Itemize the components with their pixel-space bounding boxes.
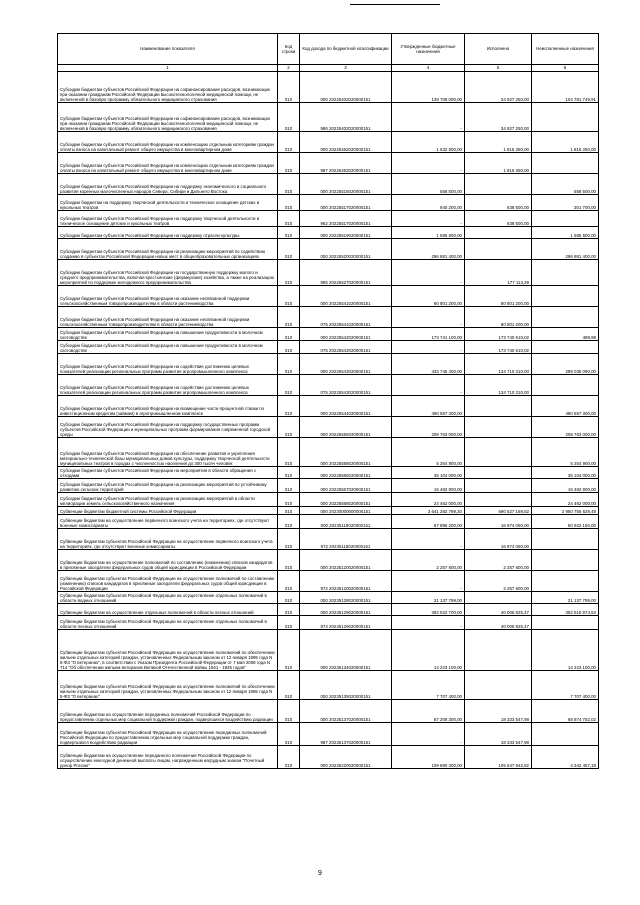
row-income-code-cell: 987 20235137020000151: [300, 723, 392, 746]
row-income-code-cell: 000 20235128020000151: [300, 592, 392, 604]
row-name-cell: Субсидии бюджетам субъектов Российской Федерации на повышение продуктивности в молочном скотоводстве: [58, 341, 278, 354]
row-executed-cell: 638 500,00: [465, 211, 532, 227]
row-line-code-cell: 010: [278, 260, 300, 286]
table-row: [58, 195, 599, 211]
row-remaining-cell: [532, 529, 599, 550]
row-approved-cell: 2 257 600,00: [392, 550, 465, 571]
row-approved-cell: -: [392, 529, 465, 550]
row-name-cell: Субвенции бюджетам на осуществление отдельных полномочий в области лесных отношений: [58, 604, 278, 616]
row-name-cell: Субсидии бюджетам субъектов Российской Федерации на компенсацию отдельным категориям граждан оплаты взноса на капитальный ремонт общего имущества в многоквартирном доме: [58, 153, 278, 174]
row-approved-cell: 80 801 200,00: [392, 286, 465, 307]
row-approved-cell: -: [392, 341, 465, 354]
row-line-code-cell: 010: [278, 103, 300, 132]
row-name-cell: Субсидии бюджетам субъектов Российской Федерации на поддержку творческой деятельности и техническое оснащение детских и кукольных театров: [58, 211, 278, 227]
row-line-code-cell: 010: [278, 493, 300, 507]
row-executed-cell: 40 006 825,47: [465, 616, 532, 630]
row-approved-cell: 208 763 000,00: [392, 417, 465, 438]
row-remaining-cell: 14 223 100,00: [532, 630, 599, 671]
table-row: [58, 227, 599, 239]
table-row: [58, 132, 599, 153]
row-remaining-cell: 104 781 749,91: [532, 72, 599, 103]
row-line-code-cell: 010: [278, 239, 300, 260]
row-income-code-cell: 000 20225402020000151: [300, 72, 392, 103]
row-name-cell: Субсидии бюджетам субъектов Российской Федерации на содействие достижению целевых показателей реализации региональных программ развития агропромышленного комплекса: [58, 354, 278, 375]
row-line-code-cell: 010: [278, 153, 300, 174]
row-name-cell: Субвенции бюджетам субъектов Российской Федерации на осуществление полномочий по составлению (изменению) списков кандидатов в присяжные заседатели федеральных судов общей юрисдикции в Российской Федерации: [58, 571, 278, 592]
row-income-code-cell: 000 20225515020000151: [300, 174, 392, 195]
row-remaining-cell: 1 585 500,00: [532, 227, 599, 239]
row-name-cell: Субсидии бюджетам субъектов Российской Федерации на повышение продуктивности в молочном скотоводстве: [58, 328, 278, 341]
row-line-code-cell: 010: [278, 592, 300, 604]
row-line-code-cell: 010: [278, 550, 300, 571]
table-row: [58, 103, 599, 132]
row-remaining-cell: 352 515 874,53: [532, 604, 599, 616]
table-row: [58, 700, 599, 723]
row-income-code-cell: 962 20225517020000151: [300, 211, 392, 227]
row-executed-cell: 34 927 250,00: [465, 103, 532, 132]
table-row: [58, 616, 599, 630]
row-executed-cell: 690 527 169,52: [465, 507, 532, 515]
row-name-cell: Субвенции бюджетам субъектов Российской Федерации на осуществление переданных полномочий Российской Федерации по предоставлению отдельных мер социальной поддержки граждан, подвергшихся воздействию радиации: [58, 723, 278, 746]
index-cell: 2: [278, 65, 300, 72]
row-remaining-cell: 490 557 300,00: [532, 396, 599, 417]
row-approved-cell: -: [392, 616, 465, 630]
row-remaining-cell: [532, 286, 599, 307]
row-executed-cell: 173 740 610,02: [465, 328, 532, 341]
row-income-code-cell: 000 20225544020000151: [300, 396, 392, 417]
row-executed-cell: 2 257 600,00: [465, 571, 532, 592]
header-remaining: Неисполненные назначения: [532, 34, 599, 65]
row-executed-cell: [465, 493, 532, 507]
row-approved-cell: 139 709 000,00: [392, 72, 465, 103]
row-approved-cell: 109 890 300,00: [392, 746, 465, 769]
table-row: [58, 307, 599, 328]
row-remaining-cell: [532, 550, 599, 571]
row-executed-cell: 40 006 825,47: [465, 604, 532, 616]
index-cell: 1: [58, 65, 278, 72]
table-row: [58, 396, 599, 417]
row-line-code-cell: 010: [278, 132, 300, 153]
row-line-code-cell: 010: [278, 671, 300, 700]
row-approved-cell: -: [392, 103, 465, 132]
row-income-code-cell: 000 20225519020000151: [300, 227, 392, 239]
table-row: [58, 571, 599, 592]
row-income-code-cell: 075 20225542020000151: [300, 341, 392, 354]
index-cell: 5: [465, 65, 532, 72]
row-approved-cell: 1 585 500,00: [392, 227, 465, 239]
row-approved-cell: 173 741 100,00: [392, 328, 465, 341]
row-income-code-cell: 000 20225558020000151: [300, 438, 392, 467]
row-income-code-cell: 986 20225402020000151: [300, 103, 392, 132]
table-row: [58, 174, 599, 195]
row-name-cell: Субсидии бюджетам субъектов Российской Федерации на обеспечение развития и укрепления материально-технической базы муниципальных домов культуры, поддержку творческой деятельности муниципальных театров в городах с численностью населения до 300 тысяч человек: [58, 438, 278, 467]
row-remaining-cell: 1 816 250,00: [532, 132, 599, 153]
row-remaining-cell: [532, 616, 599, 630]
row-name-cell: Субсидии бюджетам субъектов Российской Федерации на поддержку отрасли культуры: [58, 227, 278, 239]
row-name-cell: Субвенции бюджетам субъектов Российской Федерации на осуществление первичного воинского учета на территориях, где отсутствуют военные комиссариаты: [58, 529, 278, 550]
table-row: [58, 375, 599, 396]
row-executed-cell: [465, 227, 532, 239]
row-name-cell: Субсидии бюджетам субъектов Российской Федерации на реализацию мероприятий по устойчивому развитию сельских территорий: [58, 479, 278, 493]
row-approved-cell: 558 500,00: [392, 174, 465, 195]
row-executed-cell: [465, 396, 532, 417]
row-name-cell: Субвенции бюджетам бюджетной системы Российской Федерации: [58, 507, 278, 515]
header-income-code: Код дохода по бюджетной классификации: [300, 34, 392, 65]
row-income-code-cell: 000 20225520020000151: [300, 239, 392, 260]
row-remaining-cell: 558 500,00: [532, 174, 599, 195]
row-approved-cell: 87 208 300,00: [392, 700, 465, 723]
row-executed-cell: 80 801 200,00: [465, 307, 532, 328]
row-income-code-cell: 987 20225462020000151: [300, 153, 392, 174]
row-name-cell: Субсидии бюджетам субъектов Российской Федерации на мероприятия в области обращения с отходами: [58, 467, 278, 479]
row-remaining-cell: 296 881 400,00: [532, 239, 599, 260]
row-name-cell: Субвенции бюджетам на осуществление переданного полномочия Российской Федерации по осуществлению ежегодной денежной выплаты лицам, награжденным нагрудным знаком "Почетный донор России": [58, 746, 278, 769]
row-approved-cell: 35 104 000,00: [392, 467, 465, 479]
header-line-code: Код строки: [278, 34, 300, 65]
row-line-code-cell: 010: [278, 479, 300, 493]
row-income-code-cell: 000 20225543020000151: [300, 354, 392, 375]
row-remaining-cell: [532, 375, 599, 396]
table-row: [58, 153, 599, 174]
row-name-cell: Субсидии бюджетам субъектов Российской Федерации на компенсацию отдельным категориям граждан оплаты взноса на капитальный ремонт общего имущества в многоквартирном доме: [58, 132, 278, 153]
table-row: [58, 438, 599, 467]
budget-execution-table: [57, 33, 599, 769]
row-name-cell: Субвенции бюджетам субъектов Российской Федерации на осуществление отдельных полномочий в области лесных отношений: [58, 616, 278, 630]
row-line-code-cell: 010: [278, 286, 300, 307]
row-executed-cell: 105 547 842,82: [465, 746, 532, 769]
row-line-code-cell: 010: [278, 507, 300, 515]
row-income-code-cell: 000 20235118020000151: [300, 515, 392, 529]
row-income-code-cell: 972 20235118020000151: [300, 529, 392, 550]
row-income-code-cell: 000 20235120020000151: [300, 550, 392, 571]
row-name-cell: Субсидии бюджетам субъектов Российской Федерации на содействие достижению целевых показателей реализации региональных программ развития агропромышленного комплекса: [58, 375, 278, 396]
row-income-code-cell: 000 20225568020000151: [300, 493, 392, 507]
row-line-code-cell: 010: [278, 438, 300, 467]
table-row: [58, 723, 599, 746]
row-approved-cell: 1 632 500,00: [392, 132, 465, 153]
row-remaining-cell: 4 342 457,18: [532, 746, 599, 769]
row-line-code-cell: 010: [278, 616, 300, 630]
row-income-code-cell: 972 20235120020000151: [300, 571, 392, 592]
row-remaining-cell: 50 922 150,00: [532, 515, 599, 529]
row-line-code-cell: 010: [278, 630, 300, 671]
row-income-code-cell: 000 20225567020000151: [300, 479, 392, 493]
row-remaining-cell: 2 950 755 629,48: [532, 507, 599, 515]
table-row: [58, 671, 599, 700]
row-remaining-cell: 301 700,00: [532, 195, 599, 211]
table-row: [58, 211, 599, 227]
table-row: [58, 507, 599, 515]
row-line-code-cell: 010: [278, 467, 300, 479]
table-row: [58, 72, 599, 103]
row-income-code-cell: 000 20225517020000151: [300, 195, 392, 211]
top-rule: [350, 4, 440, 5]
row-line-code-cell: 010: [278, 529, 300, 550]
row-remaining-cell: [532, 341, 599, 354]
row-name-cell: Субсидии бюджетам субъектов Российской Федерации на софинансирование расходов, возникающих при оказании гражданам Российской Федерации высокотехнологичной медицинской помощи, не включенной в базовую программу обязательного медицинского страхования: [58, 103, 278, 132]
row-approved-cell: 433 745 400,00: [392, 354, 465, 375]
table-row: [58, 746, 599, 769]
row-approved-cell: 7 707 400,00: [392, 671, 465, 700]
index-cell: 3: [300, 65, 392, 72]
row-executed-cell: 18 333 547,98: [465, 700, 532, 723]
row-remaining-cell: 489,98: [532, 328, 599, 341]
row-executed-cell: 134 710 310,00: [465, 354, 532, 375]
row-name-cell: Субсидии бюджетам субъектов Российской Федерации на реализацию мероприятий в области мелиорации земель сельскохозяйственного назначения: [58, 493, 278, 507]
header-name: Наименование показателя: [58, 34, 278, 65]
row-executed-cell: 638 500,00: [465, 195, 532, 211]
table-row: [58, 479, 599, 493]
page-number: 9: [318, 870, 322, 877]
row-approved-cell: -: [392, 571, 465, 592]
row-line-code-cell: 010: [278, 195, 300, 211]
table-row: [58, 493, 599, 507]
row-line-code-cell: 010: [278, 604, 300, 616]
row-approved-cell: -: [392, 211, 465, 227]
row-remaining-cell: [532, 103, 599, 132]
row-name-cell: Субвенции бюджетам субъектов Российской Федерации на осуществление отдельных полномочий в области водных отношений: [58, 592, 278, 604]
row-executed-cell: 18 333 547,98: [465, 723, 532, 746]
header-approved: Утвержденные бюджетные назначения: [392, 34, 465, 65]
row-income-code-cell: 000 20235137020000151: [300, 700, 392, 723]
row-remaining-cell: 5 254 900,00: [532, 438, 599, 467]
row-remaining-cell: [532, 307, 599, 328]
row-executed-cell: [465, 438, 532, 467]
row-executed-cell: 173 740 610,02: [465, 341, 532, 354]
row-remaining-cell: [532, 211, 599, 227]
row-income-code-cell: 000 20235220020000151: [300, 746, 392, 769]
row-name-cell: Субвенции бюджетам на осуществление полномочий по составлению (изменению) списков кандидатов в присяжные заседатели федеральных судов общей юрисдикции в Российской Федерации: [58, 550, 278, 571]
row-income-code-cell: 075 20225543020000151: [300, 375, 392, 396]
row-executed-cell: 1 816 250,00: [465, 153, 532, 174]
row-approved-cell: 940 200,00: [392, 195, 465, 211]
row-approved-cell: -: [392, 723, 465, 746]
row-executed-cell: 16 974 050,00: [465, 529, 532, 550]
row-approved-cell: 67 896 200,00: [392, 515, 465, 529]
row-line-code-cell: 010: [278, 211, 300, 227]
row-name-cell: Субсидии бюджетам субъектов Российской Федерации на софинансирование расходов, возникающих при оказании гражданам Российской Федерации высокотехнологичной медицинской помощи, не включенной в базовую программу обязательного медицинского страхования: [58, 72, 278, 103]
header-executed: Исполнено: [465, 34, 532, 65]
row-income-code-cell: 985 20225527020000151: [300, 260, 392, 286]
row-approved-cell: 392 522 700,00: [392, 604, 465, 616]
table-row: [58, 417, 599, 438]
row-approved-cell: 490 557 300,00: [392, 396, 465, 417]
row-line-code-cell: 010: [278, 571, 300, 592]
index-cell: 4: [392, 65, 465, 72]
row-approved-cell: -: [392, 153, 465, 174]
row-name-cell: Субвенции бюджетам субъектов Российской Федерации на осуществление полномочий по обеспечению жильем отдельных категорий граждан, установленных Федеральным законом от 12 января 1995 года N 5-ФЗ "О ветеранах": [58, 671, 278, 700]
row-executed-cell: 16 974 050,00: [465, 515, 532, 529]
table-row: [58, 328, 599, 341]
table-row: [58, 354, 599, 375]
row-executed-cell: [465, 239, 532, 260]
header-row: [58, 34, 599, 65]
row-executed-cell: [465, 479, 532, 493]
row-line-code-cell: 010: [278, 174, 300, 195]
row-executed-cell: 2 257 600,00: [465, 550, 532, 571]
row-approved-cell: 21 137 799,00: [392, 592, 465, 604]
row-approved-cell: 296 881 400,00: [392, 239, 465, 260]
row-approved-cell: 16 482 900,00: [392, 479, 465, 493]
row-approved-cell: -: [392, 375, 465, 396]
row-executed-cell: 80 801 200,00: [465, 286, 532, 307]
row-income-code-cell: 000 20235129020000151: [300, 604, 392, 616]
table-row: [58, 341, 599, 354]
row-name-cell: Субсидии бюджетам субъектов Российской Федерации на оказание несвязанной поддержки сельскохозяйственным товаропроизводителям в области растениеводства: [58, 286, 278, 307]
row-remaining-cell: 35 104 000,00: [532, 467, 599, 479]
row-line-code-cell: 010: [278, 354, 300, 375]
row-approved-cell: 14 223 100,00: [392, 630, 465, 671]
row-remaining-cell: 7 707 400,00: [532, 671, 599, 700]
row-name-cell: Субвенции бюджетам субъектов Российской Федерации на осуществление полномочий по обеспечению жильем отдельных категорий граждан, установленных Федеральным законом от 12 января 1995 года N 5-ФЗ "О ветеранах", в соответствии с Указом Президента Российской Федерации от 7 мая 2008 года N 714 "Об обеспечении жильем ветеранов Великой Отечественной войны 1941 - 1945 годов": [58, 630, 278, 671]
row-line-code-cell: 010: [278, 723, 300, 746]
table-row: [58, 260, 599, 286]
row-line-code-cell: 010: [278, 417, 300, 438]
row-executed-cell: [465, 671, 532, 700]
row-name-cell: Субсидии бюджетам субъектов Российской Федерации на оказание несвязанной поддержки сельскохозяйственным товаропроизводителям в области растениеводства: [58, 307, 278, 328]
row-income-code-cell: 000 20225566020000151: [300, 467, 392, 479]
row-approved-cell: -: [392, 307, 465, 328]
row-name-cell: Субсидии бюджетам на поддержку творческой деятельности и техническое оснащение детских и кукольных театров: [58, 195, 278, 211]
row-line-code-cell: 010: [278, 746, 300, 769]
row-remaining-cell: 21 137 799,00: [532, 592, 599, 604]
row-approved-cell: 24 462 000,00: [392, 493, 465, 507]
row-line-code-cell: 010: [278, 396, 300, 417]
row-remaining-cell: 24 462 000,00: [532, 493, 599, 507]
table-row: [58, 239, 599, 260]
row-approved-cell: 5 254 900,00: [392, 438, 465, 467]
table-row: [58, 550, 599, 571]
row-remaining-cell: [532, 571, 599, 592]
row-name-cell: Субвенции бюджетам на осуществление первичного воинского учета на территориях, где отсутствуют военные комиссариаты: [58, 515, 278, 529]
table-row: [58, 529, 599, 550]
row-line-code-cell: 010: [278, 328, 300, 341]
table-row: [58, 467, 599, 479]
row-executed-cell: 134 710 310,00: [465, 375, 532, 396]
row-name-cell: Субсидии бюджетам субъектов Российской Федерации на поддержку экономического и социального развития коренных малочисленных народов Севера, Сибири и Дальнего Востока: [58, 174, 278, 195]
row-line-code-cell: 010: [278, 72, 300, 103]
row-name-cell: Субвенции бюджетам на осуществление переданных полномочий Российской Федерации по предоставлению отдельных мер социальной поддержки граждан, подвергшихся воздействию радиации: [58, 700, 278, 723]
row-line-code-cell: 010: [278, 700, 300, 723]
row-line-code-cell: 010: [278, 227, 300, 239]
row-approved-cell: 3 641 282 799,20: [392, 507, 465, 515]
row-line-code-cell: 010: [278, 375, 300, 396]
row-executed-cell: [465, 417, 532, 438]
table-row: [58, 630, 599, 671]
row-remaining-cell: [532, 260, 599, 286]
row-remaining-cell: 299 035 090,00: [532, 354, 599, 375]
row-executed-cell: 177 113,29: [465, 260, 532, 286]
index-cell: 6: [532, 65, 599, 72]
row-name-cell: Субсидии бюджетам субъектов Российской Федерации на возмещение части процентной ставки по инвестиционным кредитам (займам) в агропромышленном комплексе: [58, 396, 278, 417]
row-line-code-cell: 010: [278, 515, 300, 529]
table-row: [58, 286, 599, 307]
column-index-row: [58, 65, 599, 72]
row-executed-cell: [465, 467, 532, 479]
row-income-code-cell: 000 20225542020000151: [300, 328, 392, 341]
row-income-code-cell: 974 20235129020000151: [300, 616, 392, 630]
row-remaining-cell: 208 763 000,00: [532, 417, 599, 438]
row-remaining-cell: 68 874 752,02: [532, 700, 599, 723]
row-income-code-cell: 000 20225541020000151: [300, 286, 392, 307]
row-remaining-cell: [532, 723, 599, 746]
row-remaining-cell: 16 482 900,00: [532, 479, 599, 493]
row-line-code-cell: 010: [278, 307, 300, 328]
row-name-cell: Субсидии бюджетам субъектов Российской Федерации на государственную поддержку малого и среднего предпринимательства, включая крестьянские (фермерские) хозяйства, а также на реализацию мероприятий по поддержке молодежного предпринимательства: [58, 260, 278, 286]
row-executed-cell: [465, 630, 532, 671]
row-income-code-cell: 000 20235135020000151: [300, 671, 392, 700]
table-row: [58, 604, 599, 616]
row-executed-cell: [465, 592, 532, 604]
row-name-cell: Субсидии бюджетам субъектов Российской Федерации на реализацию мероприятий по содействию созданию в субъектах Российской Федерации новых мест в общеобразовательных организациях: [58, 239, 278, 260]
row-income-code-cell: 000 20235134020000151: [300, 630, 392, 671]
row-executed-cell: 34 927 250,00: [465, 72, 532, 103]
row-approved-cell: -: [392, 260, 465, 286]
row-line-code-cell: 010: [278, 341, 300, 354]
table-row: [58, 515, 599, 529]
row-income-code-cell: 000 20225462020000151: [300, 132, 392, 153]
row-income-code-cell: 000 20225555020000151: [300, 417, 392, 438]
row-income-code-cell: 000 20230000000000151: [300, 507, 392, 515]
row-executed-cell: 1 816 250,00: [465, 132, 532, 153]
row-income-code-cell: 075 20225541020000151: [300, 307, 392, 328]
row-executed-cell: [465, 174, 532, 195]
row-name-cell: Субсидии бюджетам субъектов Российской Федерации на поддержку государственных программ субъектов Российской Федерации и муниципальных программ формирования современной городской среды: [58, 417, 278, 438]
table-row: [58, 592, 599, 604]
row-remaining-cell: [532, 153, 599, 174]
